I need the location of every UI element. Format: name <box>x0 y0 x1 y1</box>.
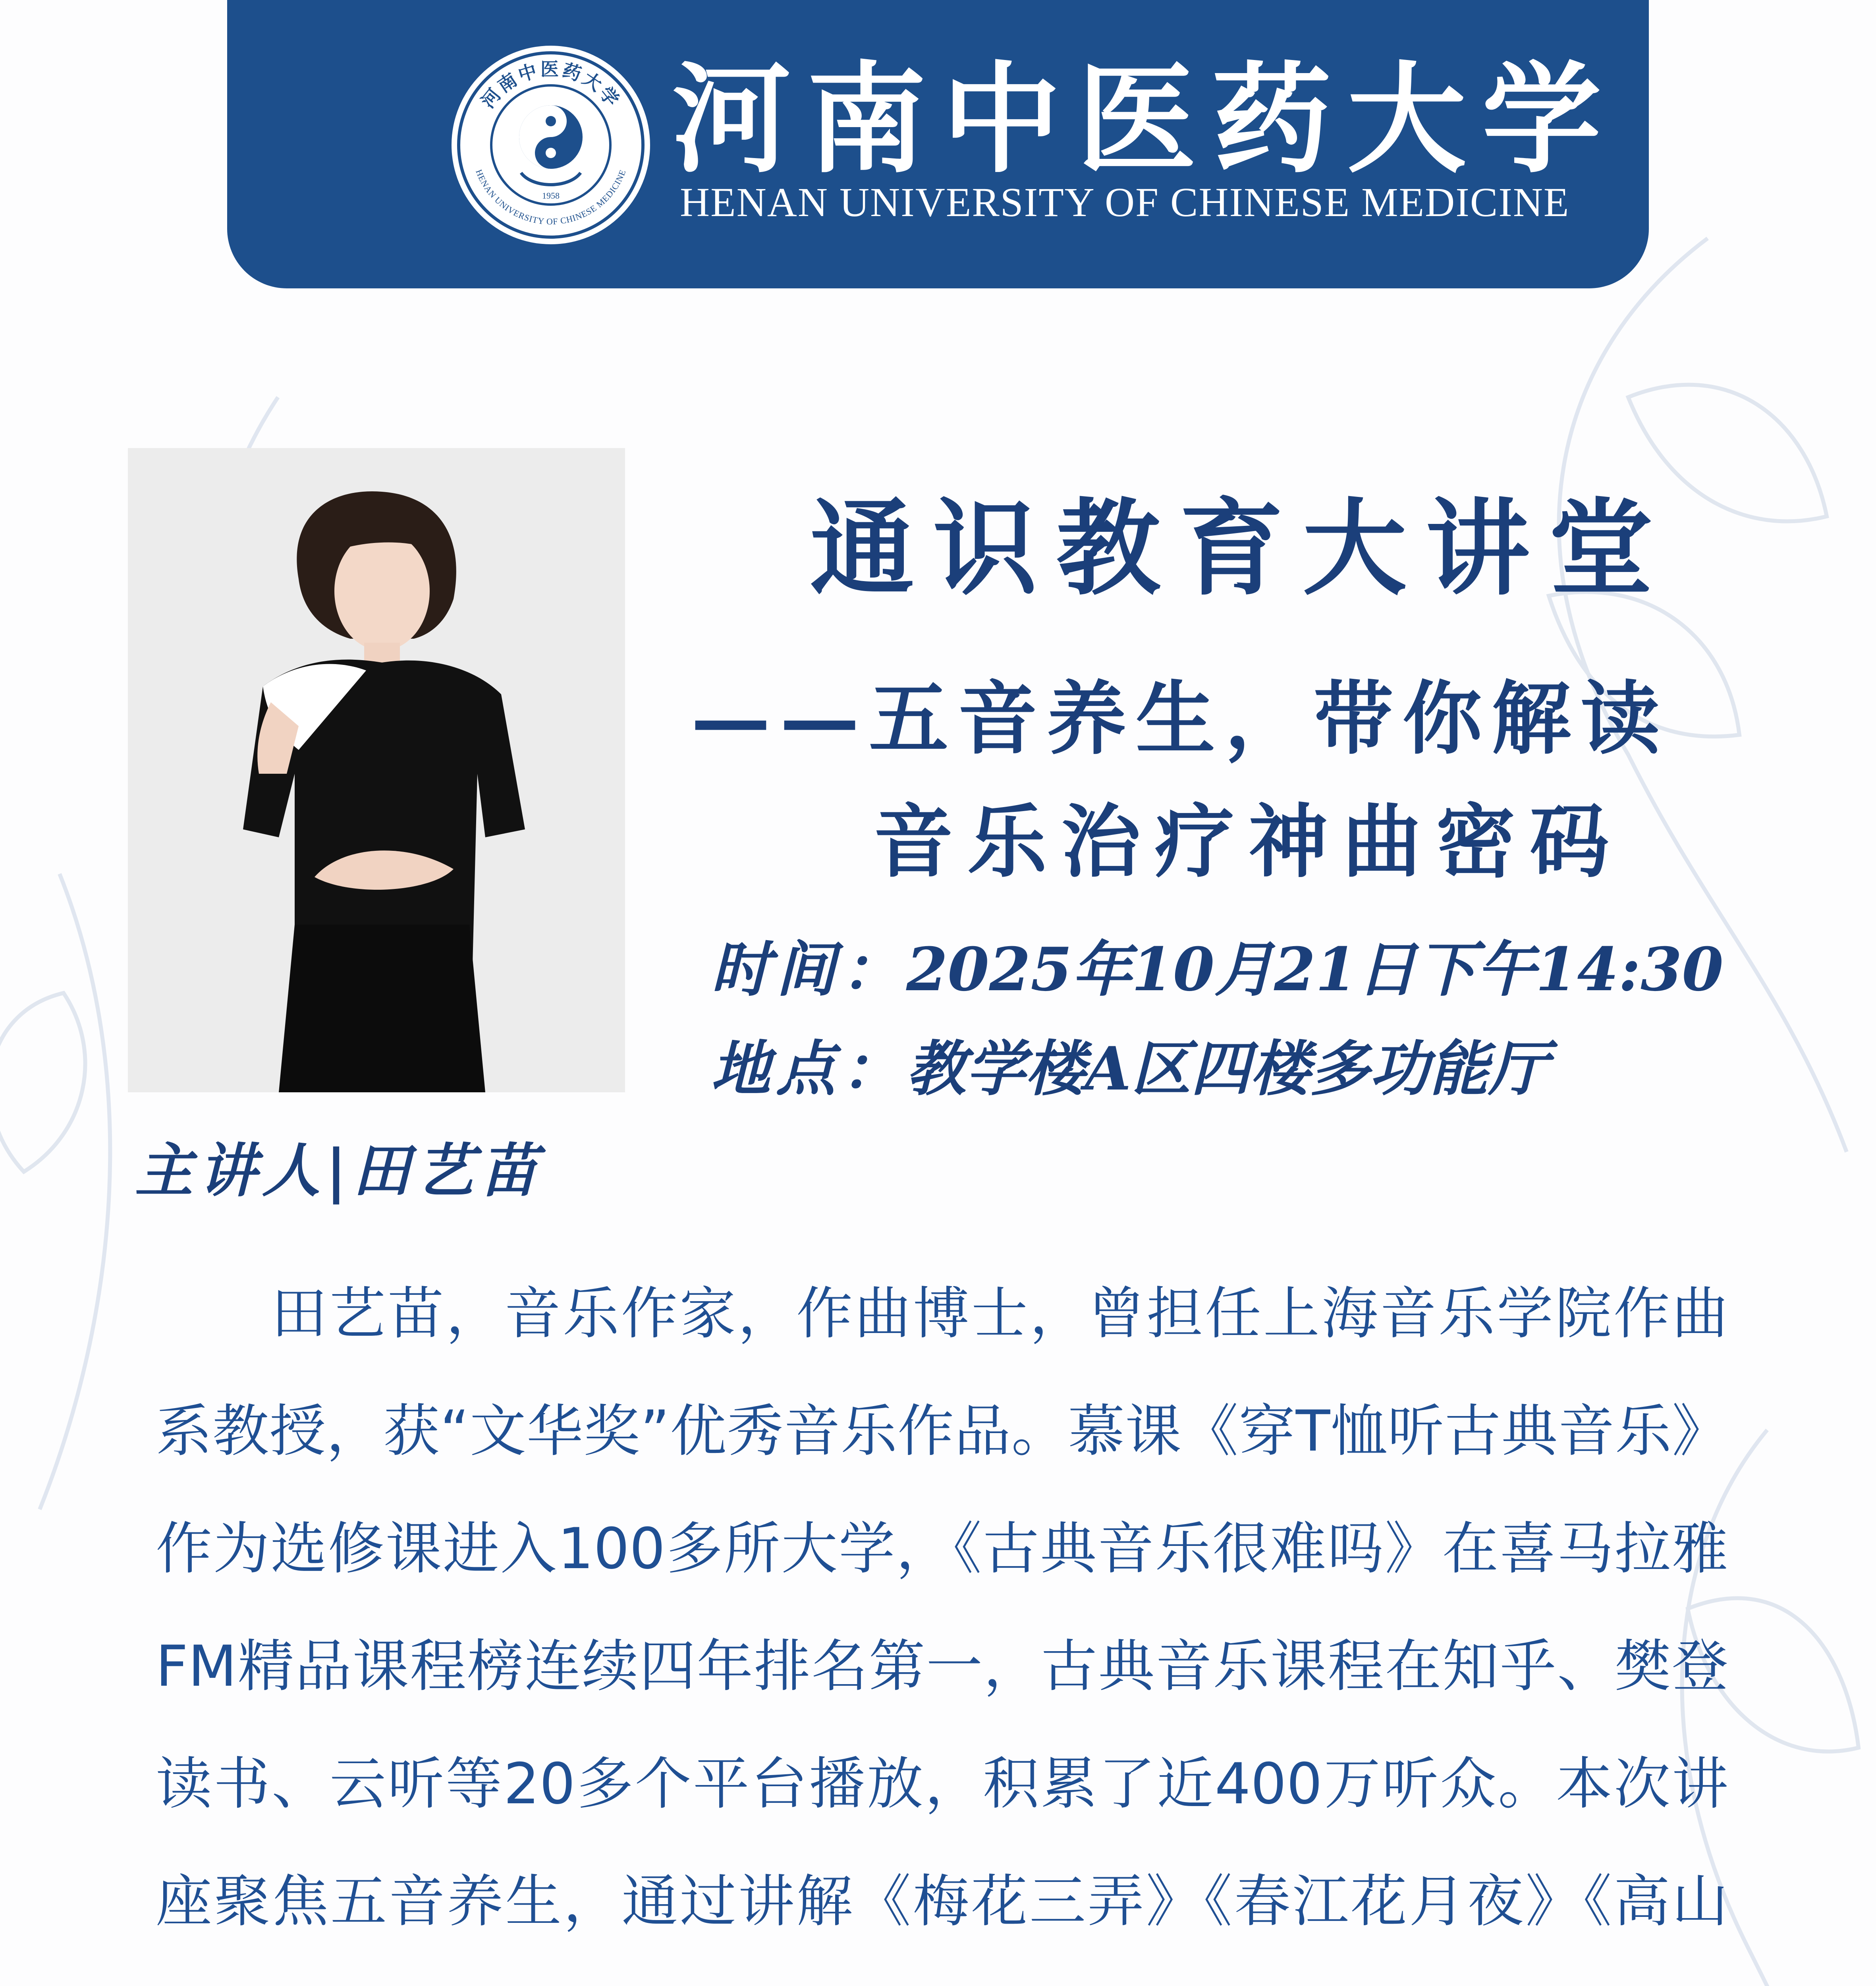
place-label: 地点： <box>711 1034 907 1104</box>
speaker-name-label: 主讲人|田艺苗 <box>135 1137 543 1205</box>
university-name-chinese: 河南中医药大学 <box>672 49 1617 189</box>
svg-text:HENAN UNIVERSITY OF CHINESE ME: HENAN UNIVERSITY OF CHINESE MEDICINE <box>474 168 628 227</box>
university-name-english: HENAN UNIVERSITY OF CHINESE MEDICINE <box>680 180 1570 225</box>
place-value: 教学楼A区四楼多功能厅 <box>906 1034 1548 1104</box>
event-subtitle-line1: ——五音养生，带你解读 <box>691 672 1670 765</box>
speaker-bio: 田艺苗，音乐作家，作曲博士，曾担任上海音乐学院作曲系教授，获“文华奖”优秀音乐作品。慕课《穿T恤听古典音乐》作为选修课进入100多所大学，《古典音乐很难吗》在喜马拉雅FM精品课程榜连续四年排名第一，古典音乐课程在知乎、樊登读书、云听等20多个平台播放，积累了近400万听众。本次讲座聚焦五音养生，通过讲解《梅花三弄》《春江花月夜》《高山 <box>156 1281 1728 1934</box>
svg-text:河南中医药大学: 河南中医药大学 <box>477 58 625 112</box>
speaker-photo <box>128 448 625 1092</box>
event-subtitle-line2: 音乐治疗神曲密码 <box>874 795 1624 889</box>
event-title: 通识教育大讲堂 <box>810 487 1672 609</box>
event-time <box>711 922 1783 1007</box>
university-seal-logo <box>448 42 654 248</box>
time-label: 时间： <box>711 935 907 1005</box>
event-place <box>711 1021 1783 1107</box>
university-header <box>227 0 1649 288</box>
svg-text:1958: 1958 <box>542 191 560 201</box>
time-value: 2025年10月21日下午14:30 <box>906 935 1724 1005</box>
